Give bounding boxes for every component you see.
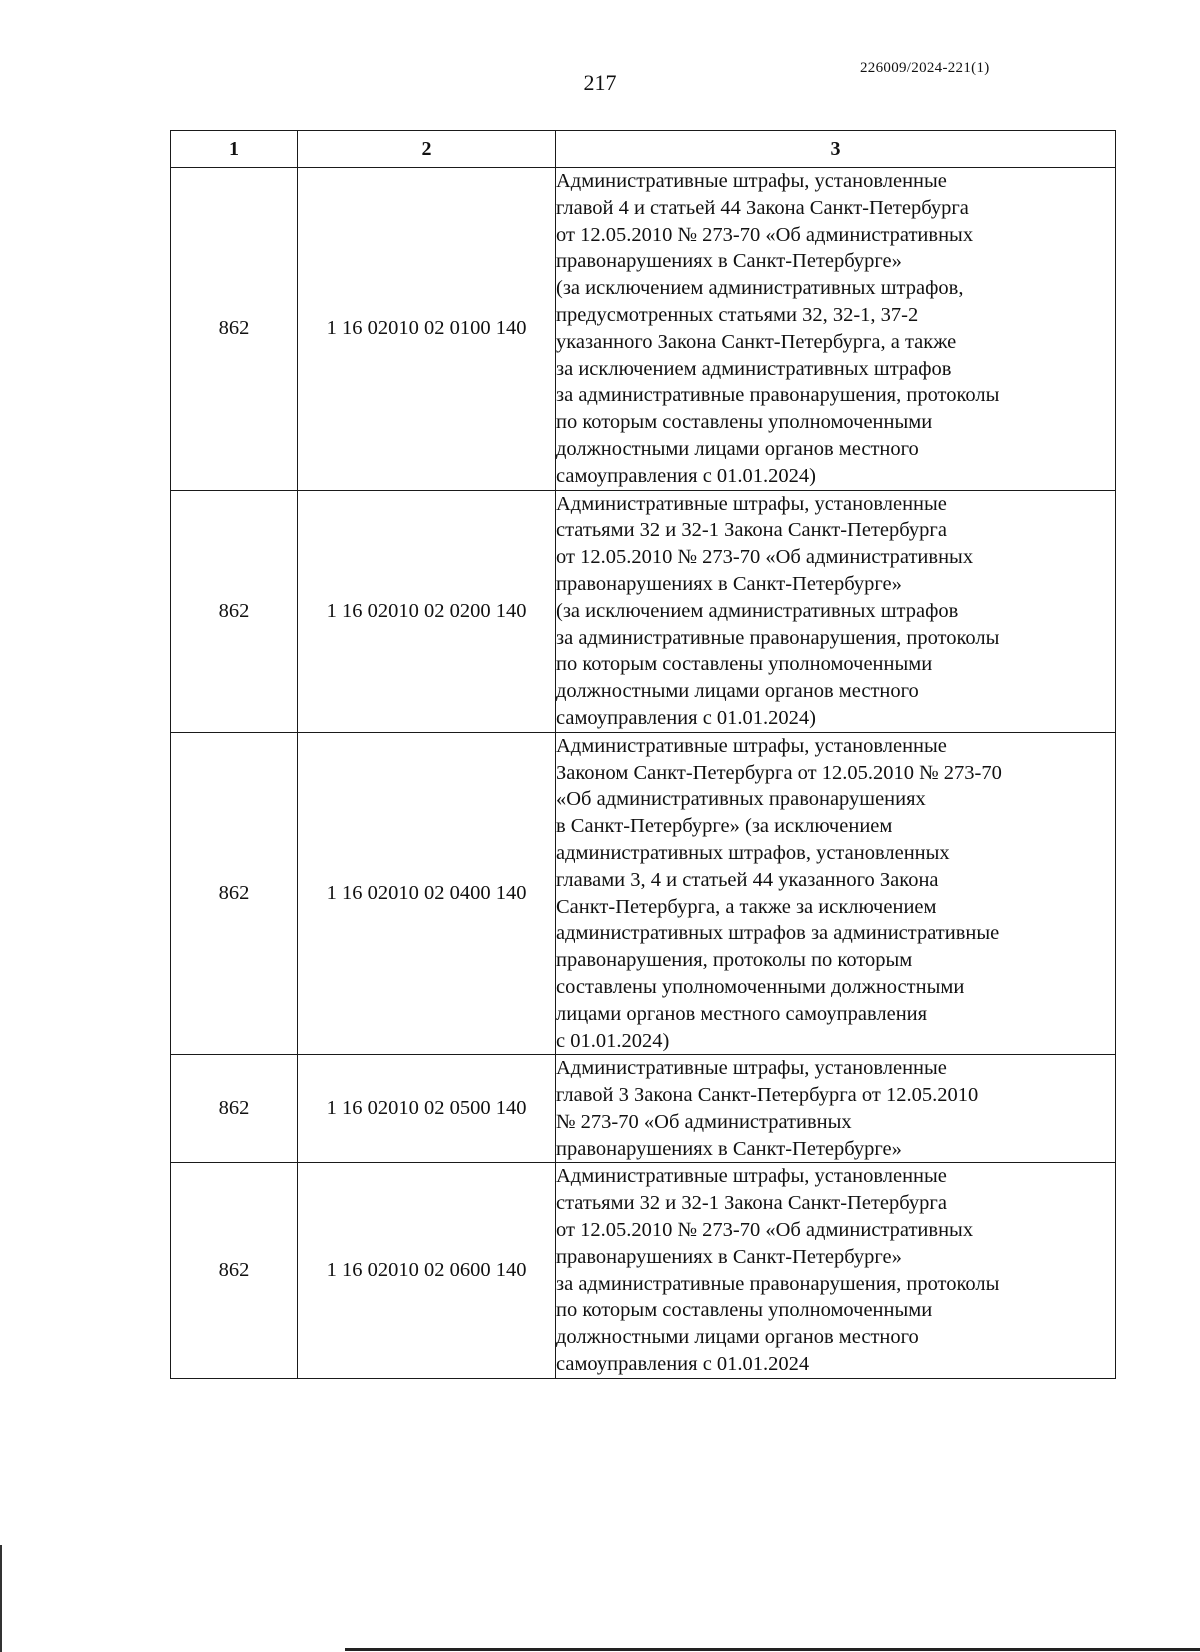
description-cell: Административные штрафы, установленные главой 4 и статьей 44 Закона Санкт-Петербурга от 12.05.2010 № 273-70 «Об административных правонарушениях в Санкт-Петербурге» (за исключением административных штрафов, предусмотренных статьями 32, 32-1, 37-2 указанного Закона Санкт-Петербурга, а также за исключением административных штрафов за административные правонарушения, протоколы по которым составлены уполномоченными должностными лицами органов местного самоуправления с 01.01.2024)	[556, 168, 1116, 491]
table-row	[171, 1055, 1116, 1163]
kbk-code-cell: 1 16 02010 02 0200 140	[298, 490, 556, 732]
admin-code-cell: 862	[171, 168, 298, 491]
admin-code-cell: 862	[171, 490, 298, 732]
kbk-code-cell: 1 16 02010 02 0500 140	[298, 1055, 556, 1163]
description-cell: Административные штрафы, установленные главой 3 Закона Санкт-Петербурга от 12.05.2010 № 273-70 «Об административных правонарушениях в Санкт-Петербурге»	[556, 1055, 1116, 1163]
budget-codes-table	[170, 130, 1116, 1379]
column-header-3: 3	[556, 131, 1116, 168]
admin-code-cell: 862	[171, 1055, 298, 1163]
table-row	[171, 490, 1116, 732]
kbk-code-cell: 1 16 02010 02 0600 140	[298, 1163, 556, 1378]
admin-code-cell: 862	[171, 732, 298, 1055]
page-number: 217	[583, 70, 617, 95]
description-cell: Административные штрафы, установленные статьями 32 и 32-1 Закона Санкт-Петербурга от 12.05.2010 № 273-70 «Об административных правонарушениях в Санкт-Петербурге» за административные правонарушения, протоколы по которым составлены уполномоченными должностными лицами органов местного самоуправления с 01.01.2024	[556, 1163, 1116, 1378]
table-row	[171, 1163, 1116, 1378]
column-header-1: 1	[171, 131, 298, 168]
table-header-row	[171, 131, 1116, 168]
column-header-2: 2	[298, 131, 556, 168]
scan-edge-line	[0, 1545, 2, 1652]
scan-bottom-line	[345, 1648, 1200, 1651]
document-reference: 226009/2024-221(1)	[860, 60, 990, 76]
admin-code-cell: 862	[171, 1163, 298, 1378]
table-row	[171, 732, 1116, 1055]
description-cell: Административные штрафы, установленные статьями 32 и 32-1 Закона Санкт-Петербурга от 12.05.2010 № 273-70 «Об административных правонарушениях в Санкт-Петербурге» (за исключением административных штрафов за административные правонарушения, протоколы по которым составлены уполномоченными должностными лицами органов местного самоуправления с 01.01.2024)	[556, 490, 1116, 732]
kbk-code-cell: 1 16 02010 02 0400 140	[298, 732, 556, 1055]
description-cell: Административные штрафы, установленные Законом Санкт-Петербурга от 12.05.2010 № 273-70 «Об административных правонарушениях в Санкт-Петербурге» (за исключением административных штрафов, установленных главами 3, 4 и статьей 44 указанного Закона Санкт-Петербурга, а также за исключением административных штрафов за административные правонарушения, протоколы по которым составлены уполномоченными должностными лицами органов местного самоуправления с 01.01.2024)	[556, 732, 1116, 1055]
table-row	[171, 168, 1116, 491]
kbk-code-cell: 1 16 02010 02 0100 140	[298, 168, 556, 491]
